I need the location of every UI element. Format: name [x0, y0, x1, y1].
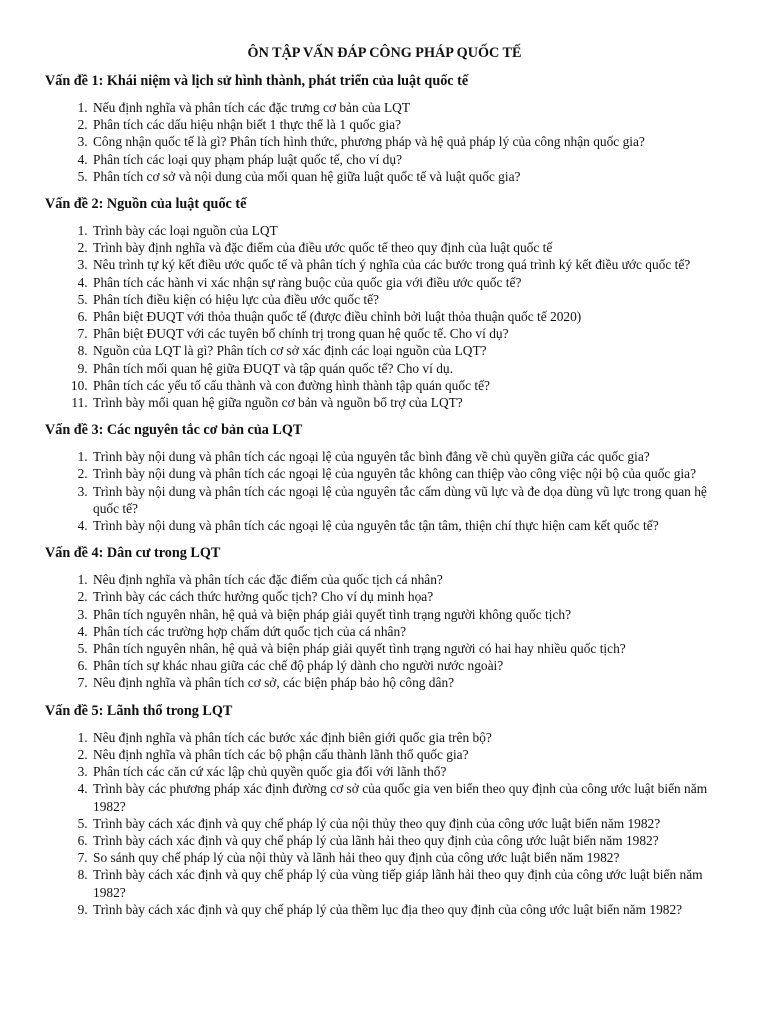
question-item: 3. Công nhận quốc tế là gì? Phân tích hình thức, phương pháp và hệ quả pháp lý của công nhận quốc gia? — [91, 133, 724, 150]
question-item: 7. Nêu định nghĩa và phân tích cơ sở, các biện pháp bảo hộ công dân? — [91, 674, 724, 691]
question-item: 3. Trình bày nội dung và phân tích các ngoại lệ của nguyên tắc cấm dùng vũ lực và đe dọa dùng vũ lực trong quan hệ quốc tế? — [91, 483, 724, 517]
question-list — [45, 99, 724, 185]
question-item: 4. Trình bày nội dung và phân tích các ngoại lệ của nguyên tắc tận tâm, thiện chí thực hiện cam kết quốc tế? — [91, 517, 724, 534]
question-item: 6. Trình bày cách xác định và quy chế pháp lý của lãnh hải theo quy định của công ước luật biển năm 1982? — [91, 832, 724, 849]
document-title: ÔN TẬP VẤN ĐÁP CÔNG PHÁP QUỐC TẾ — [247, 45, 522, 61]
question-item: 1. Nêu định nghĩa và phân tích các bước xác định biên giới quốc gia trên bộ? — [91, 729, 724, 746]
question-item: 4. Phân tích các loại quy phạm pháp luật quốc tế, cho ví dụ? — [91, 151, 724, 168]
question-item: 11. Trình bày mối quan hệ giữa nguồn cơ bản và nguồn bổ trợ của LQT? — [91, 394, 724, 411]
question-item: 8. Trình bày cách xác định và quy chế pháp lý của vùng tiếp giáp lãnh hải theo quy định của công ước luật biển năm 1982? — [91, 866, 724, 900]
question-item: 4. Phân tích các hành vi xác nhận sự ràng buộc của quốc gia với điều ước quốc tế? — [91, 274, 724, 291]
question-item: 9. Phân tích mối quan hệ giữa ĐUQT và tập quán quốc tế? Cho ví dụ. — [91, 360, 724, 377]
question-list — [45, 222, 724, 411]
question-list — [45, 571, 724, 691]
question-item: 6. Phân biệt ĐUQT với thỏa thuận quốc tế (được điều chỉnh bởi luật thỏa thuận quốc tế 2020) — [91, 308, 724, 325]
question-item: 1. Trình bày nội dung và phân tích các ngoại lệ của nguyên tắc bình đẳng về chủ quyền giữa các quốc gia? — [91, 448, 724, 465]
question-item: 6. Phân tích sự khác nhau giữa các chế độ pháp lý dành cho người nước ngoài? — [91, 657, 724, 674]
question-item: 4. Trình bày các phương pháp xác định đường cơ sở của quốc gia ven biển theo quy định của công ước luật biển năm 1982? — [91, 780, 724, 814]
question-item: 5. Phân tích nguyên nhân, hệ quả và biện pháp giải quyết tình trạng người có hai hay nhiều quốc tịch? — [91, 640, 724, 657]
question-item: 4. Phân tích các trường hợp chấm dứt quốc tịch của cá nhân? — [91, 623, 724, 640]
question-item: 7. So sánh quy chế pháp lý của nội thủy và lãnh hải theo quy định của công ước luật biển năm 1982? — [91, 849, 724, 866]
question-item: 7. Phân biệt ĐUQT với các tuyên bố chính trị trong quan hệ quốc tế. Cho ví dụ? — [91, 325, 724, 342]
question-item: 1. Nêu định nghĩa và phân tích các đặc điểm của quốc tịch cá nhân? — [91, 571, 724, 588]
question-item: 3. Phân tích các căn cứ xác lập chủ quyền quốc gia đối với lãnh thổ? — [91, 763, 724, 780]
section-heading: Vấn đề 5: Lãnh thổ trong LQT — [45, 702, 233, 719]
question-list — [45, 729, 724, 918]
section-heading: Vấn đề 2: Nguồn của luật quốc tế — [45, 196, 247, 213]
question-item: 2. Trình bày các cách thức hưởng quốc tịch? Cho ví dụ minh họa? — [91, 588, 724, 605]
question-item: 5. Phân tích điều kiện có hiệu lực của điều ước quốc tế? — [91, 291, 724, 308]
question-item: 2. Nêu định nghĩa và phân tích các bộ phận cấu thành lãnh thổ quốc gia? — [91, 746, 724, 763]
question-item: 9. Trình bày cách xác định và quy chế pháp lý của thềm lục địa theo quy định của công ước luật biển năm 1982? — [91, 901, 724, 918]
question-item: 3. Phân tích nguyên nhân, hệ quả và biện pháp giải quyết tình trạng người không quốc tịch? — [91, 606, 724, 623]
section-heading: Vấn đề 4: Dân cư trong LQT — [45, 545, 221, 562]
question-item: 8. Nguồn của LQT là gì? Phân tích cơ sở xác định các loại nguồn của LQT? — [91, 342, 724, 359]
section-heading: Vấn đề 1: Khái niệm và lịch sử hình thành, phát triển của luật quốc tế — [45, 73, 469, 89]
question-item: 2. Phân tích các dấu hiệu nhận biết 1 thực thể là 1 quốc gia? — [91, 116, 724, 133]
question-item: 5. Phân tích cơ sở và nội dung của mối quan hệ giữa luật quốc tế và luật quốc gia? — [91, 168, 724, 185]
question-item: 1. Nếu định nghĩa và phân tích các đặc trưng cơ bản của LQT — [91, 99, 724, 116]
question-item: 1. Trình bày các loại nguồn của LQT — [91, 222, 724, 239]
question-item: 2. Trình bày định nghĩa và đặc điểm của điều ước quốc tế theo quy định của luật quốc tế — [91, 239, 724, 256]
section-heading: Vấn đề 3: Các nguyên tắc cơ bản của LQT — [45, 422, 303, 439]
question-item: 5. Trình bày cách xác định và quy chế pháp lý của nội thủy theo quy định của công ước luật biển năm 1982? — [91, 815, 724, 832]
question-item: 2. Trình bày nội dung và phân tích các ngoại lệ của nguyên tắc không can thiệp vào công việc nội bộ của quốc gia? — [91, 465, 724, 482]
sections-container — [45, 72, 724, 918]
question-item: 10. Phân tích các yếu tố cấu thành và con đường hình thành tập quán quốc tế? — [91, 377, 724, 394]
question-item: 3. Nêu trình tự ký kết điều ước quốc tế và phân tích ý nghĩa của các bước trong quá trình ký kết điều ước quốc tế? — [91, 256, 724, 273]
question-list — [45, 448, 724, 534]
